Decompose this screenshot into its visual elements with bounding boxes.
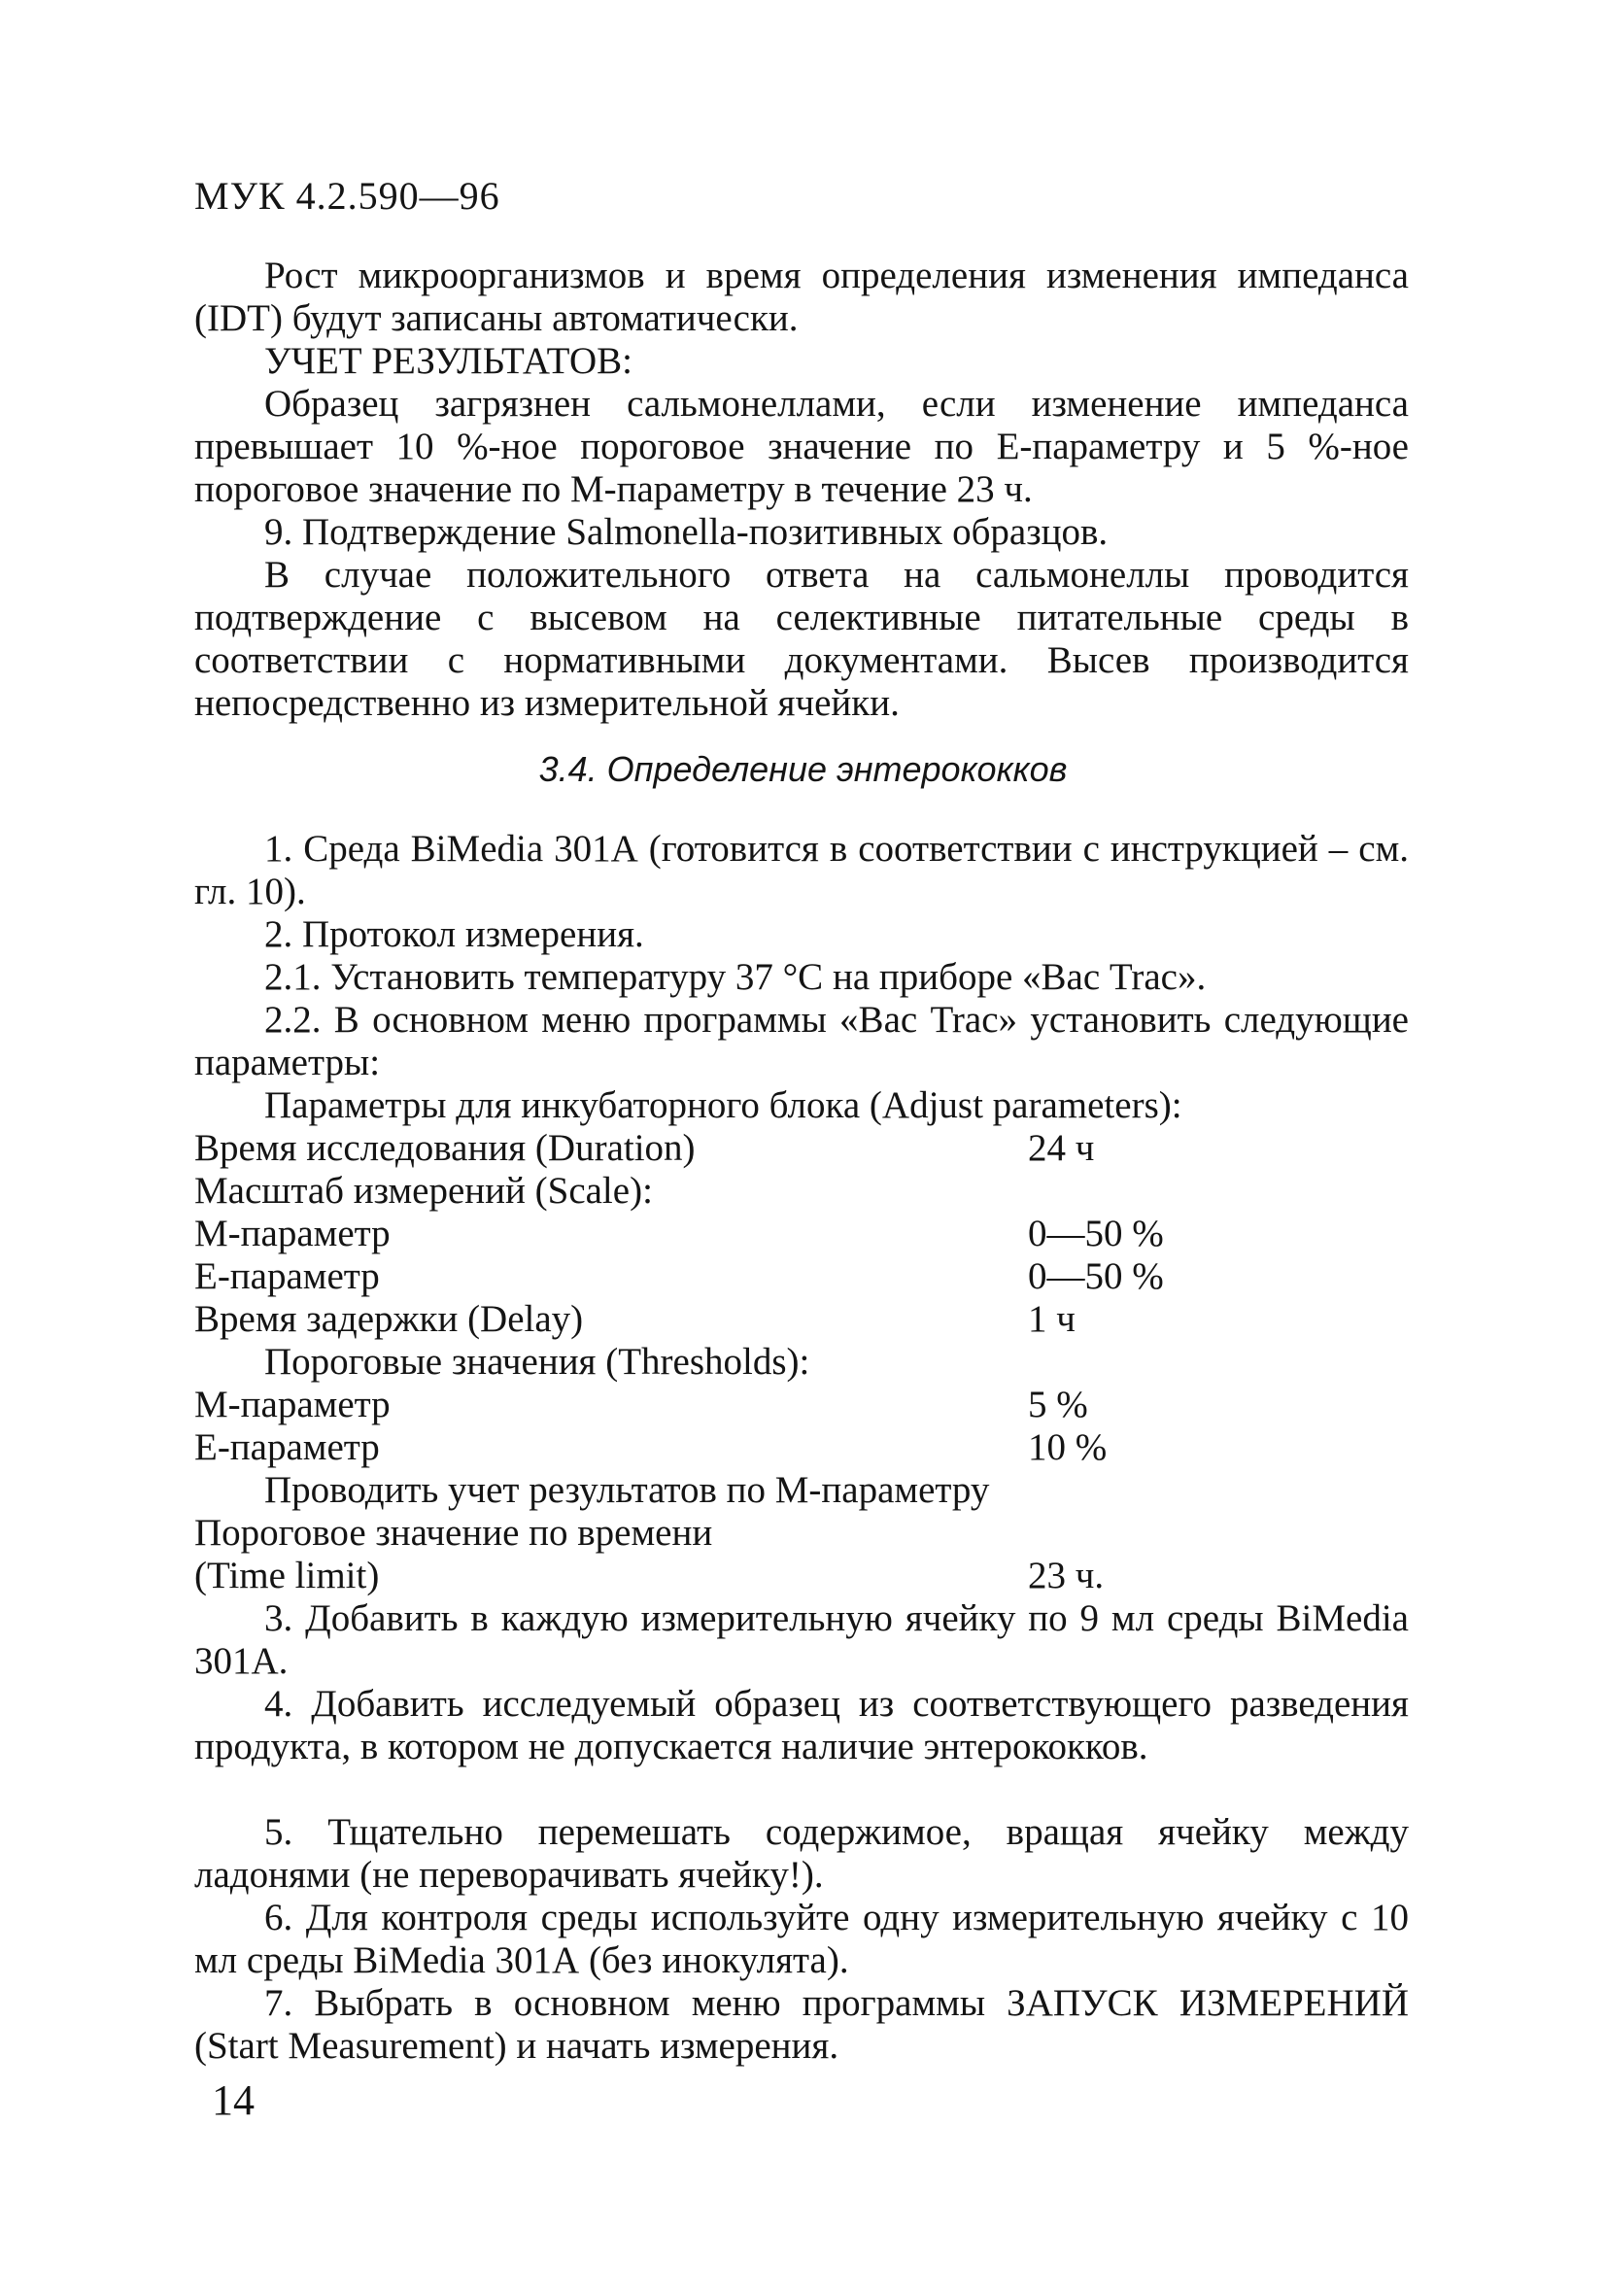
e-param-label: Е-параметр <box>194 1255 380 1297</box>
record-note: Проводить учет результатов по М-параметру <box>264 1469 990 1511</box>
paragraph-contamination-criteria: Образец загрязнен сальмонеллами, если изменение импеданса превышает 10 %-ное пороговое значение по Е-параметру и 5 %-ное пороговое значение по М-параметру в течение 23 ч. <box>194 383 1409 510</box>
paragraph-confirmation-title: 9. Подтверждение Salmonella-позитивных образцов. <box>264 511 1109 553</box>
step-7: 7. Выбрать в основном меню программы ЗАПУСК ИЗМЕРЕНИЙ (Start Measurement) и начать измерения. <box>194 1982 1409 2067</box>
step-1: 1. Среда BiMedia 301А (готовится в соответствии с инструкцией – см. гл. 10). <box>194 828 1409 912</box>
duration-value: 24 ч <box>1028 1127 1095 1169</box>
step-2: 2. Протокол измерения. <box>264 913 644 955</box>
paragraph-confirmation-details: В случае положительного ответа на сальмонеллы проводится подтверждение с высевом на селективные питательные среды в соответствии с нормативными документами. Высев производится непосредственно из измерительной ячейки. <box>194 554 1409 724</box>
duration-label: Время исследования (Duration) <box>194 1127 696 1169</box>
step-6: 6. Для контроля среды используйте одну измерительную ячейку с 10 мл среды BiMedia 301А (без инокулята). <box>194 1897 1409 1981</box>
m-threshold-value: 5 % <box>1028 1384 1088 1425</box>
e-threshold-label: Е-параметр <box>194 1426 380 1468</box>
e-threshold-value: 10 % <box>1028 1426 1108 1468</box>
m-threshold-label: М-параметр <box>194 1384 391 1425</box>
step-5: 5. Тщательно перемешать содержимое, вращая ячейку между ладонями (не переворачивать ячейку!). <box>194 1811 1409 1896</box>
delay-label: Время задержки (Delay) <box>194 1298 584 1340</box>
time-limit-value: 23 ч. <box>1028 1555 1105 1596</box>
time-threshold-label: Пороговое значение по времени <box>194 1512 713 1554</box>
m-param-label: М-параметр <box>194 1213 391 1254</box>
results-label: УЧЕТ РЕЗУЛЬТАТОВ: <box>264 340 632 382</box>
step-2-1: 2.1. Установить температуру 37 °С на приборе «Вас Trac». <box>264 956 1207 998</box>
time-limit-label: (Time limit) <box>194 1555 380 1596</box>
step-2-2: 2.2. В основном меню программы «Вас Trac» установить следующие параметры: <box>194 999 1409 1083</box>
section-heading: 3.4. Определение энтерококков <box>538 749 1068 789</box>
page-number: 14 <box>212 2076 255 2124</box>
delay-value: 1 ч <box>1028 1298 1076 1340</box>
m-param-value: 0—50 % <box>1028 1213 1164 1254</box>
incubator-params-heading: Параметры для инкубаторного блока (Adjust parameters): <box>264 1084 1182 1126</box>
e-param-value: 0—50 % <box>1028 1255 1164 1297</box>
document-header: МУК 4.2.590—96 <box>194 174 500 218</box>
step-3: 3. Добавить в каждую измерительную ячейку по 9 мл среды BiMedia 301А. <box>194 1597 1409 1682</box>
step-4: 4. Добавить исследуемый образец из соответствующего разведения продукта, в котором не допускается наличие энтерококков. <box>194 1683 1409 1767</box>
paragraph-impedance-recording: Рост микроорганизмов и время определения изменения импеданса (IDT) будут записаны автоматически. <box>194 255 1409 339</box>
thresholds-heading: Пороговые значения (Thresholds): <box>264 1341 810 1383</box>
scale-label: Масштаб измерений (Scale): <box>194 1170 653 1212</box>
